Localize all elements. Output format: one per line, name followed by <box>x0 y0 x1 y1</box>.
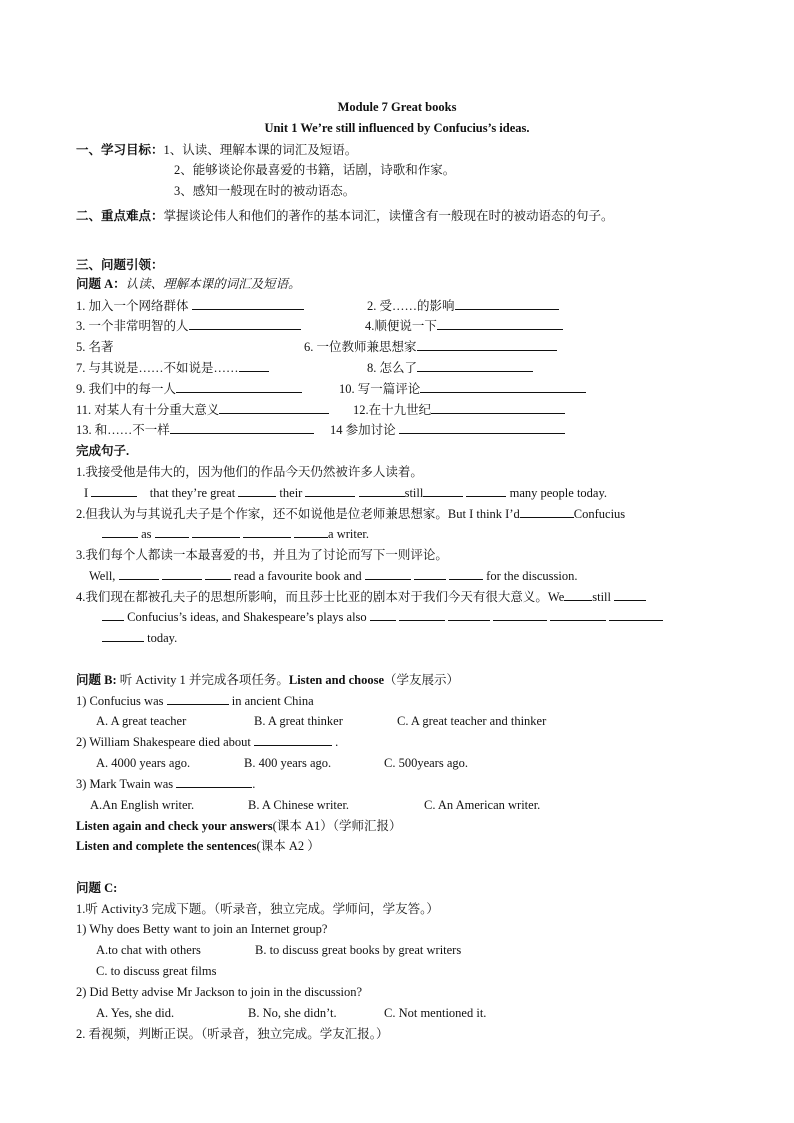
vocab-item: 11. 对某人有十分重大意义 <box>76 401 329 419</box>
question: 3) Mark Twain was . <box>76 777 256 791</box>
objective-3: 3、感知一般现在时的被动语态。 <box>174 184 356 198</box>
vocab-item: 12.在十九世纪 <box>353 401 565 419</box>
guide-heading: 三、问题引领： <box>76 258 164 272</box>
question: 1) Why does Betty want to join an Internet group? <box>76 922 328 936</box>
sentence-1-en: I that they’re great their still many people today. <box>84 486 608 500</box>
sentence-4: 4.我们现在都被孔夫子的思想所影响，而且莎士比亚的剧本对于我们今天有很大意义。We still <box>76 588 646 606</box>
option: A. 4000 years ago. <box>96 756 191 770</box>
vocab-item: 9. 我们中的每一人 <box>76 380 302 398</box>
vocab-item: 10. 写一篇评论 <box>339 380 586 398</box>
problem-c-item-2: 2. 看视频，判断正误。（听录音，独立完成。学友汇报。） <box>76 1027 389 1041</box>
listen-again: Listen again and check your answers(课本 A1）（学师汇报） <box>76 819 402 833</box>
objectives-label: 一、学习目标： <box>76 143 164 157</box>
question: 2) Did Betty advise Mr Jackson to join in the discussion? <box>76 985 363 999</box>
vocab-item: 8. 怎么了 <box>367 359 533 377</box>
module-title: Module 7 Great books <box>337 100 457 114</box>
option: B. to discuss great books by great writers <box>255 943 462 957</box>
unit-title: Unit 1 We’re still influenced by Confucius’s ideas. <box>264 121 530 135</box>
listen-complete: Listen and complete the sentences(课本 A2 ） <box>76 839 320 853</box>
option: C. A great teacher and thinker <box>397 714 547 728</box>
option: C. An American writer. <box>424 798 541 812</box>
option: C. to discuss great films <box>96 964 217 978</box>
problem-c-label: 问题 C: <box>76 881 118 895</box>
sentence-4-en: Confucius’s ideas, and Shakespeare’s plays also <box>102 608 663 626</box>
sentence-3-cn: 3.我们每个人都读一本最喜爱的书，并且为了讨论而写下一则评论。 <box>76 548 448 562</box>
option: A. A great teacher <box>96 714 187 728</box>
option: C. 500years ago. <box>384 756 469 770</box>
sentence-4-end: today. <box>102 629 177 647</box>
problem-b-heading: 问题 B: 听 Activity 1 并完成各项任务。Listen and choose（学友展示） <box>76 673 460 687</box>
sentence-2-en: as a writer. <box>102 525 369 543</box>
option: B. A Chinese writer. <box>248 798 350 812</box>
vocab-item: 2. 受……的影响 <box>367 297 559 315</box>
vocab-item: 1. 加入一个网络群体 <box>76 297 304 315</box>
vocab-item: 3. 一个非常明智的人 <box>76 317 301 335</box>
option: B. No, she didn’t. <box>248 1006 337 1020</box>
vocab-item: 6. 一位教师兼思想家 <box>304 338 557 356</box>
option: B. 400 years ago. <box>244 756 332 770</box>
question: 1) Confucius was in ancient China <box>76 694 314 708</box>
problem-a <box>76 275 301 293</box>
sentence-2: 2.但我认为与其说孔夫子是个作家，还不如说他是位老师兼思想家。But I think I’d Confucius <box>76 507 626 521</box>
objective-2: 2、能够谈论你最喜爱的书籍，话剧，诗歌和作家。 <box>174 163 456 177</box>
option: A.An English writer. <box>90 798 195 812</box>
key-points-label: 二、重点难点： <box>76 209 164 223</box>
question: 2) William Shakespeare died about . <box>76 735 339 749</box>
option: A. Yes, she did. <box>96 1006 175 1020</box>
key-points-text: 掌握谈论伟人和他们的著作的基本词汇，读懂含有一般现在时的被动语态的句子。 <box>163 209 614 223</box>
complete-label: 完成句子. <box>76 444 130 458</box>
vocab-item: 13. 和……不一样 <box>76 421 314 439</box>
option: B. A great thinker <box>254 714 343 728</box>
vocab-item: 14 参加讨论 <box>330 421 565 439</box>
objective-1: 1、认读、理解本课的词汇及短语。 <box>163 143 358 157</box>
vocab-item: 5. 名著 <box>76 340 114 354</box>
key-points <box>76 207 614 225</box>
vocab-item: 4.顺便说一下 <box>365 317 563 335</box>
objectives <box>76 141 357 159</box>
problem-a-text: 认读、理解本课的词汇及短语。 <box>125 277 301 291</box>
problem-c-intro: 1.听 Activity3 完成下题。（听录音，独立完成。学师问，学友答。） <box>76 902 439 916</box>
sentence-1-cn: 1.我接受他是伟大的，因为他们的作品今天仍然被许多人读着。 <box>76 465 423 479</box>
option: A.to chat with others <box>96 943 201 957</box>
sentence-3-en: Well, read a favourite book and for the discussion. <box>89 569 578 583</box>
problem-a-label: 问题 A： <box>76 277 126 291</box>
vocab-item: 7. 与其说是……不如说是…… <box>76 359 269 377</box>
option: C. Not mentioned it. <box>384 1006 487 1020</box>
